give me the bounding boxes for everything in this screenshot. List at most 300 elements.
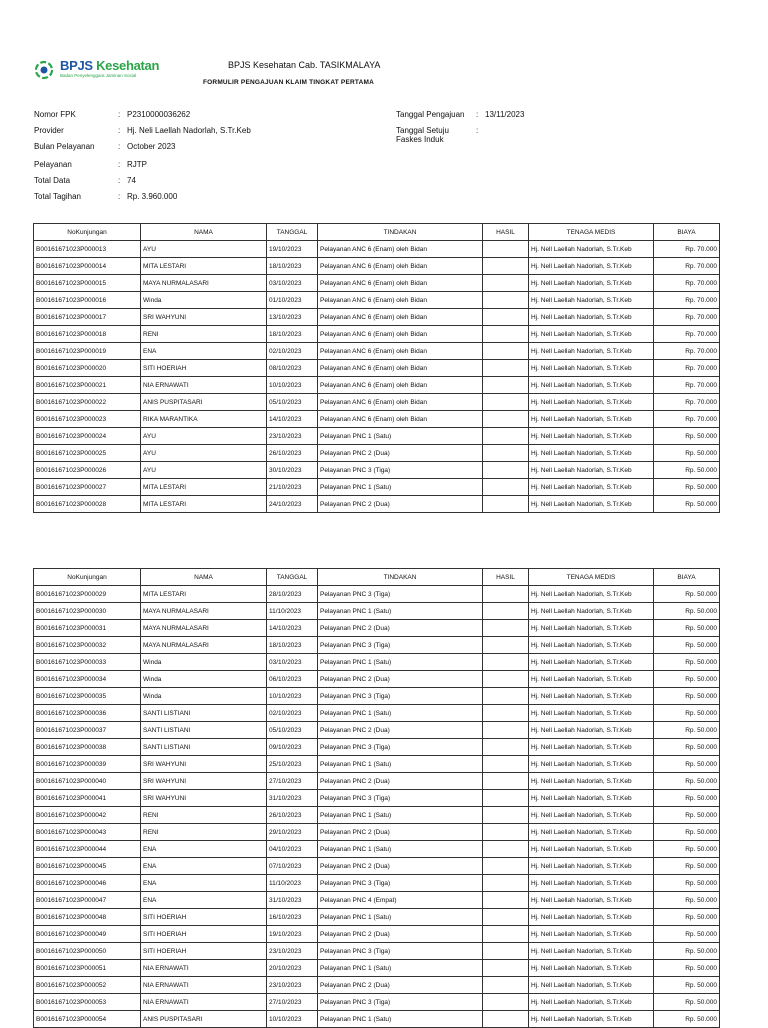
cell-tenaga-medis: Hj. Nell Laellah Nadorlah, S.Tr.Keb xyxy=(529,943,654,960)
cell-nama: MAYA NURMALASARI xyxy=(141,620,267,637)
cell-tindakan: Pelayanan PNC 1 (Satu) xyxy=(318,909,483,926)
cell-biaya: Rp. 50.000 xyxy=(654,960,720,977)
info-value: October 2023 xyxy=(127,142,176,151)
cell-hasil xyxy=(483,705,529,722)
cell-hasil xyxy=(483,875,529,892)
cell-nama: Winda xyxy=(141,671,267,688)
table-row xyxy=(34,841,720,858)
cell-tenaga-medis: Hj. Nell Laellah Nadorlah, S.Tr.Keb xyxy=(529,858,654,875)
info-separator: : xyxy=(476,110,479,119)
cell-tenaga-medis: Hj. Nell Laellah Nadorlah, S.Tr.Keb xyxy=(529,688,654,705)
cell-tenaga-medis: Hj. Nell Laellah Nadorlah, S.Tr.Keb xyxy=(529,722,654,739)
cell-tindakan: Pelayanan PNC 2 (Dua) xyxy=(318,858,483,875)
cell-tanggal: 25/10/2023 xyxy=(267,756,318,773)
cell-tanggal: 11/10/2023 xyxy=(267,875,318,892)
cell-biaya: Rp. 50.000 xyxy=(654,943,720,960)
cell-tindakan: Pelayanan PNC 1 (Satu) xyxy=(318,756,483,773)
claim-info-right xyxy=(396,110,726,160)
table-row xyxy=(34,807,720,824)
cell-nokunjungan: B00161671023P000014 xyxy=(34,258,141,275)
cell-biaya: Rp. 50.000 xyxy=(654,807,720,824)
cell-biaya: Rp. 50.000 xyxy=(654,586,720,603)
cell-tindakan: Pelayanan PNC 3 (Tiga) xyxy=(318,637,483,654)
cell-nokunjungan: B00161671023P000042 xyxy=(34,807,141,824)
cell-nokunjungan: B00161671023P000038 xyxy=(34,739,141,756)
cell-nokunjungan: B00161671023P000025 xyxy=(34,445,141,462)
table-row xyxy=(34,756,720,773)
cell-tanggal: 18/10/2023 xyxy=(267,326,318,343)
info-value: Rp. 3.960.000 xyxy=(127,192,178,201)
cell-biaya: Rp. 50.000 xyxy=(654,1011,720,1028)
cell-tindakan: Pelayanan PNC 3 (Tiga) xyxy=(318,943,483,960)
cell-nokunjungan: B00161671023P000053 xyxy=(34,994,141,1011)
cell-tanggal: 23/10/2023 xyxy=(267,943,318,960)
cell-nokunjungan: B00161671023P000015 xyxy=(34,275,141,292)
cell-tanggal: 10/10/2023 xyxy=(267,688,318,705)
cell-nama: ENA xyxy=(141,343,267,360)
cell-tenaga-medis: Hj. Nell Laellah Nadorlah, S.Tr.Keb xyxy=(529,620,654,637)
cell-tanggal: 16/10/2023 xyxy=(267,909,318,926)
cell-nama: AYU xyxy=(141,428,267,445)
cell-tindakan: Pelayanan PNC 1 (Satu) xyxy=(318,960,483,977)
cell-tenaga-medis: Hj. Nell Laellah Nadorlah, S.Tr.Keb xyxy=(529,586,654,603)
cell-tenaga-medis: Hj. Nell Laellah Nadorlah, S.Tr.Keb xyxy=(529,637,654,654)
cell-tenaga-medis: Hj. Nell Laellah Nadorlah, S.Tr.Keb xyxy=(529,841,654,858)
cell-nokunjungan: B00161671023P000054 xyxy=(34,1011,141,1028)
logo-wordmark xyxy=(60,58,159,73)
table-row xyxy=(34,586,720,603)
cell-nokunjungan: B00161671023P000043 xyxy=(34,824,141,841)
cell-biaya: Rp. 50.000 xyxy=(654,858,720,875)
cell-tenaga-medis: Hj. Nell Laellah Nadorlah, S.Tr.Keb xyxy=(529,807,654,824)
cell-tanggal: 18/10/2023 xyxy=(267,637,318,654)
cell-nama: ENA xyxy=(141,858,267,875)
cell-tanggal: 23/10/2023 xyxy=(267,977,318,994)
cell-hasil xyxy=(483,824,529,841)
cell-nokunjungan: B00161671023P000034 xyxy=(34,671,141,688)
cell-biaya: Rp. 50.000 xyxy=(654,705,720,722)
info-label: Pelayanan xyxy=(34,160,72,169)
cell-tanggal: 23/10/2023 xyxy=(267,428,318,445)
cell-tindakan: Pelayanan PNC 2 (Dua) xyxy=(318,671,483,688)
cell-tindakan: Pelayanan ANC 6 (Enam) oleh Bidan xyxy=(318,343,483,360)
col-hasil-header: HASIL xyxy=(483,569,529,586)
cell-nama: SRI WAHYUNI xyxy=(141,309,267,326)
table-header-row xyxy=(34,224,720,241)
cell-biaya: Rp. 70.000 xyxy=(654,343,720,360)
col-tindakan-header: TINDAKAN xyxy=(318,569,483,586)
cell-nama: NIA ERNAWATI xyxy=(141,994,267,1011)
cell-tanggal: 30/10/2023 xyxy=(267,462,318,479)
cell-nokunjungan: B00161671023P000046 xyxy=(34,875,141,892)
cell-nama: SANTI LISTIANI xyxy=(141,705,267,722)
cell-nokunjungan: B00161671023P000032 xyxy=(34,637,141,654)
cell-tanggal: 04/10/2023 xyxy=(267,841,318,858)
cell-nama: NIA ERNAWATI xyxy=(141,960,267,977)
info-separator: : xyxy=(118,110,121,119)
cell-biaya: Rp. 70.000 xyxy=(654,411,720,428)
cell-hasil xyxy=(483,258,529,275)
cell-nokunjungan: B00161671023P000017 xyxy=(34,309,141,326)
claims-table-2 xyxy=(33,568,720,1028)
cell-hasil xyxy=(483,445,529,462)
table-row xyxy=(34,790,720,807)
cell-nama: MITA LESTARI xyxy=(141,258,267,275)
cell-biaya: Rp. 70.000 xyxy=(654,326,720,343)
cell-nama: SRI WAHYUNI xyxy=(141,756,267,773)
cell-biaya: Rp. 70.000 xyxy=(654,309,720,326)
cell-biaya: Rp. 50.000 xyxy=(654,603,720,620)
cell-nokunjungan: B00161671023P000044 xyxy=(34,841,141,858)
cell-tindakan: Pelayanan PNC 1 (Satu) xyxy=(318,1011,483,1028)
cell-hasil xyxy=(483,977,529,994)
cell-tindakan: Pelayanan ANC 6 (Enam) oleh Bidan xyxy=(318,309,483,326)
cell-nokunjungan: B00161671023P000031 xyxy=(34,620,141,637)
col-biaya-header: BIAYA xyxy=(654,569,720,586)
table-row xyxy=(34,926,720,943)
cell-tanggal: 10/10/2023 xyxy=(267,377,318,394)
cell-biaya: Rp. 50.000 xyxy=(654,875,720,892)
cell-tindakan: Pelayanan PNC 1 (Satu) xyxy=(318,603,483,620)
cell-tenaga-medis: Hj. Nell Laellah Nadorlah, S.Tr.Keb xyxy=(529,875,654,892)
cell-nama: AYU xyxy=(141,462,267,479)
cell-tindakan: Pelayanan PNC 1 (Satu) xyxy=(318,479,483,496)
cell-nokunjungan: B00161671023P000016 xyxy=(34,292,141,309)
info-separator: : xyxy=(476,126,479,135)
table-row xyxy=(34,479,720,496)
cell-nokunjungan: B00161671023P000033 xyxy=(34,654,141,671)
cell-tanggal: 26/10/2023 xyxy=(267,807,318,824)
logo-brand-kesehatan: Kesehatan xyxy=(96,58,160,73)
cell-hasil xyxy=(483,479,529,496)
cell-tenaga-medis: Hj. Nell Laellah Nadorlah, S.Tr.Keb xyxy=(529,1011,654,1028)
cell-nokunjungan: B00161671023P000048 xyxy=(34,909,141,926)
cell-hasil xyxy=(483,603,529,620)
info-separator: : xyxy=(118,142,121,151)
cell-tenaga-medis: Hj. Nell Laellah Nadorlah, S.Tr.Keb xyxy=(529,343,654,360)
cell-nokunjungan: B00161671023P000047 xyxy=(34,892,141,909)
cell-tanggal: 05/10/2023 xyxy=(267,722,318,739)
cell-nokunjungan: B00161671023P000026 xyxy=(34,462,141,479)
cell-tindakan: Pelayanan ANC 6 (Enam) oleh Bidan xyxy=(318,258,483,275)
cell-nokunjungan: B00161671023P000035 xyxy=(34,688,141,705)
cell-tenaga-medis: Hj. Nell Laellah Nadorlah, S.Tr.Keb xyxy=(529,773,654,790)
cell-tindakan: Pelayanan PNC 2 (Dua) xyxy=(318,620,483,637)
table-row xyxy=(34,292,720,309)
cell-tanggal: 02/10/2023 xyxy=(267,705,318,722)
cell-biaya: Rp. 50.000 xyxy=(654,994,720,1011)
cell-tenaga-medis: Hj. Nell Laellah Nadorlah, S.Tr.Keb xyxy=(529,739,654,756)
cell-nokunjungan: B00161671023P000039 xyxy=(34,756,141,773)
cell-hasil xyxy=(483,586,529,603)
info-value: P2310000036262 xyxy=(127,110,191,119)
table-row xyxy=(34,858,720,875)
cell-nokunjungan: B00161671023P000028 xyxy=(34,496,141,513)
cell-biaya: Rp. 50.000 xyxy=(654,739,720,756)
logo-subtitle: Badan Penyelenggara Jaminan Sosial xyxy=(60,73,137,78)
cell-nama: SANTI LISTIANI xyxy=(141,739,267,756)
cell-nama: MITA LESTARI xyxy=(141,586,267,603)
table-row xyxy=(34,428,720,445)
cell-biaya: Rp. 50.000 xyxy=(654,790,720,807)
cell-tindakan: Pelayanan PNC 2 (Dua) xyxy=(318,977,483,994)
info-value: 74 xyxy=(127,176,136,185)
cell-nokunjungan: B00161671023P000052 xyxy=(34,977,141,994)
cell-nama: ANIS PUSPITASARI xyxy=(141,394,267,411)
cell-hasil xyxy=(483,360,529,377)
cell-biaya: Rp. 50.000 xyxy=(654,824,720,841)
bpjs-logo xyxy=(34,58,184,84)
cell-tanggal: 20/10/2023 xyxy=(267,960,318,977)
cell-hasil xyxy=(483,428,529,445)
cell-tenaga-medis: Hj. Nell Laellah Nadorlah, S.Tr.Keb xyxy=(529,377,654,394)
table-row xyxy=(34,462,720,479)
cell-tenaga-medis: Hj. Nell Laellah Nadorlah, S.Tr.Keb xyxy=(529,411,654,428)
cell-nokunjungan: B00161671023P000040 xyxy=(34,773,141,790)
col-tenaga-medis-header: TENAGA MEDIS xyxy=(529,569,654,586)
cell-tanggal: 10/10/2023 xyxy=(267,1011,318,1028)
table-row xyxy=(34,343,720,360)
cell-tenaga-medis: Hj. Nell Laellah Nadorlah, S.Tr.Keb xyxy=(529,756,654,773)
cell-nama: SANTI LISTIANI xyxy=(141,722,267,739)
cell-tenaga-medis: Hj. Nell Laellah Nadorlah, S.Tr.Keb xyxy=(529,926,654,943)
cell-biaya: Rp. 50.000 xyxy=(654,892,720,909)
cell-hasil xyxy=(483,841,529,858)
cell-nama: ANIS PUSPITASARI xyxy=(141,1011,267,1028)
cell-nama: SITI HOERIAH xyxy=(141,360,267,377)
cell-tindakan: Pelayanan ANC 6 (Enam) oleh Bidan xyxy=(318,275,483,292)
cell-biaya: Rp. 70.000 xyxy=(654,258,720,275)
cell-tenaga-medis: Hj. Nell Laellah Nadorlah, S.Tr.Keb xyxy=(529,977,654,994)
cell-hasil xyxy=(483,722,529,739)
cell-hasil xyxy=(483,807,529,824)
table-row xyxy=(34,773,720,790)
table-row xyxy=(34,1011,720,1028)
table-row xyxy=(34,875,720,892)
cell-nama: ENA xyxy=(141,841,267,858)
info-value: RJTP xyxy=(127,160,147,169)
table-row xyxy=(34,603,720,620)
info-label: Bulan Pelayanan xyxy=(34,142,95,151)
document-title: FORMULIR PENGAJUAN KLAIM TINGKAT PERTAMA xyxy=(203,79,374,86)
cell-hasil xyxy=(483,343,529,360)
info-label: Tanggal Pengajuan xyxy=(396,110,465,119)
table-row xyxy=(34,671,720,688)
info-separator: : xyxy=(118,126,121,135)
cell-tanggal: 07/10/2023 xyxy=(267,858,318,875)
info-label: Provider xyxy=(34,126,64,135)
cell-hasil xyxy=(483,496,529,513)
cell-nama: AYU xyxy=(141,241,267,258)
cell-tindakan: Pelayanan PNC 3 (Tiga) xyxy=(318,875,483,892)
cell-biaya: Rp. 70.000 xyxy=(654,275,720,292)
info-label: Tanggal Setuju Faskes Induk xyxy=(396,126,449,144)
cell-hasil xyxy=(483,309,529,326)
cell-nama: AYU xyxy=(141,445,267,462)
cell-tindakan: Pelayanan PNC 3 (Tiga) xyxy=(318,586,483,603)
cell-tindakan: Pelayanan PNC 1 (Satu) xyxy=(318,654,483,671)
table-row xyxy=(34,326,720,343)
col-nama-header: NAMA xyxy=(141,569,267,586)
cell-tanggal: 01/10/2023 xyxy=(267,292,318,309)
cell-tindakan: Pelayanan PNC 2 (Dua) xyxy=(318,824,483,841)
cell-biaya: Rp. 50.000 xyxy=(654,654,720,671)
cell-tenaga-medis: Hj. Nell Laellah Nadorlah, S.Tr.Keb xyxy=(529,309,654,326)
cell-nokunjungan: B00161671023P000018 xyxy=(34,326,141,343)
logo-brand-bpjs: BPJS xyxy=(60,58,93,73)
cell-hasil xyxy=(483,1011,529,1028)
claims-table-1 xyxy=(33,223,720,513)
cell-hasil xyxy=(483,275,529,292)
cell-tanggal: 05/10/2023 xyxy=(267,394,318,411)
cell-nama: MAYA NURMALASARI xyxy=(141,637,267,654)
cell-tanggal: 19/10/2023 xyxy=(267,241,318,258)
cell-biaya: Rp. 50.000 xyxy=(654,841,720,858)
cell-tindakan: Pelayanan PNC 1 (Satu) xyxy=(318,428,483,445)
info-label: Total Tagihan xyxy=(34,192,81,201)
table-row xyxy=(34,824,720,841)
cell-nokunjungan: B00161671023P000030 xyxy=(34,603,141,620)
cell-tanggal: 08/10/2023 xyxy=(267,360,318,377)
col-nokunjungan-header: NoKunjungan xyxy=(34,569,141,586)
cell-tenaga-medis: Hj. Nell Laellah Nadorlah, S.Tr.Keb xyxy=(529,445,654,462)
cell-nama: SITI HOERIAH xyxy=(141,909,267,926)
cell-tenaga-medis: Hj. Nell Laellah Nadorlah, S.Tr.Keb xyxy=(529,994,654,1011)
cell-biaya: Rp. 50.000 xyxy=(654,620,720,637)
cell-nokunjungan: B00161671023P000029 xyxy=(34,586,141,603)
cell-nama: RENI xyxy=(141,824,267,841)
cell-tanggal: 24/10/2023 xyxy=(267,496,318,513)
cell-tenaga-medis: Hj. Nell Laellah Nadorlah, S.Tr.Keb xyxy=(529,909,654,926)
cell-nokunjungan: B00161671023P000051 xyxy=(34,960,141,977)
cell-hasil xyxy=(483,462,529,479)
table-row xyxy=(34,360,720,377)
cell-tindakan: Pelayanan PNC 2 (Dua) xyxy=(318,445,483,462)
cell-tenaga-medis: Hj. Nell Laellah Nadorlah, S.Tr.Keb xyxy=(529,496,654,513)
cell-nokunjungan: B00161671023P000022 xyxy=(34,394,141,411)
cell-tindakan: Pelayanan ANC 6 (Enam) oleh Bidan xyxy=(318,411,483,428)
cell-nokunjungan: B00161671023P000049 xyxy=(34,926,141,943)
cell-tanggal: 06/10/2023 xyxy=(267,671,318,688)
cell-tindakan: Pelayanan PNC 3 (Tiga) xyxy=(318,994,483,1011)
cell-biaya: Rp. 50.000 xyxy=(654,722,720,739)
cell-tanggal: 27/10/2023 xyxy=(267,994,318,1011)
cell-tenaga-medis: Hj. Nell Laellah Nadorlah, S.Tr.Keb xyxy=(529,892,654,909)
cell-tenaga-medis: Hj. Nell Laellah Nadorlah, S.Tr.Keb xyxy=(529,258,654,275)
cell-nama: RENI xyxy=(141,326,267,343)
cell-nama: MAYA NURMALASARI xyxy=(141,603,267,620)
cell-tanggal: 03/10/2023 xyxy=(267,275,318,292)
table-row xyxy=(34,411,720,428)
cell-hasil xyxy=(483,688,529,705)
cell-nama: NIA ERNAWATI xyxy=(141,977,267,994)
col-hasil-header: HASIL xyxy=(483,224,529,241)
table-row xyxy=(34,637,720,654)
cell-tindakan: Pelayanan ANC 6 (Enam) oleh Bidan xyxy=(318,326,483,343)
cell-tindakan: Pelayanan PNC 1 (Satu) xyxy=(318,807,483,824)
claim-info-left xyxy=(34,110,364,210)
table-row xyxy=(34,960,720,977)
cell-tanggal: 14/10/2023 xyxy=(267,411,318,428)
cell-biaya: Rp. 70.000 xyxy=(654,241,720,258)
cell-tenaga-medis: Hj. Nell Laellah Nadorlah, S.Tr.Keb xyxy=(529,479,654,496)
cell-nokunjungan: B00161671023P000036 xyxy=(34,705,141,722)
cell-tenaga-medis: Hj. Nell Laellah Nadorlah, S.Tr.Keb xyxy=(529,790,654,807)
cell-hasil xyxy=(483,326,529,343)
cell-nokunjungan: B00161671023P000045 xyxy=(34,858,141,875)
cell-hasil xyxy=(483,739,529,756)
table-row xyxy=(34,943,720,960)
cell-biaya: Rp. 50.000 xyxy=(654,637,720,654)
cell-nokunjungan: B00161671023P000023 xyxy=(34,411,141,428)
cell-hasil xyxy=(483,926,529,943)
table-row xyxy=(34,445,720,462)
cell-tindakan: Pelayanan PNC 1 (Satu) xyxy=(318,705,483,722)
cell-tanggal: 14/10/2023 xyxy=(267,620,318,637)
info-label: Nomor FPK xyxy=(34,110,76,119)
cell-nokunjungan: B00161671023P000013 xyxy=(34,241,141,258)
table-row xyxy=(34,739,720,756)
cell-tanggal: 27/10/2023 xyxy=(267,773,318,790)
cell-nama: RENI xyxy=(141,807,267,824)
cell-nama: RIKA MARANTIKA xyxy=(141,411,267,428)
col-tanggal-header: TANGGAL xyxy=(267,569,318,586)
table-row xyxy=(34,688,720,705)
cell-tanggal: 29/10/2023 xyxy=(267,824,318,841)
cell-nokunjungan: B00161671023P000041 xyxy=(34,790,141,807)
cell-nama: ENA xyxy=(141,875,267,892)
col-tindakan-header: TINDAKAN xyxy=(318,224,483,241)
col-nama-header: NAMA xyxy=(141,224,267,241)
cell-hasil xyxy=(483,756,529,773)
cell-tenaga-medis: Hj. Nell Laellah Nadorlah, S.Tr.Keb xyxy=(529,394,654,411)
cell-hasil xyxy=(483,943,529,960)
cell-biaya: Rp. 50.000 xyxy=(654,926,720,943)
cell-tindakan: Pelayanan PNC 3 (Tiga) xyxy=(318,790,483,807)
cell-tenaga-medis: Hj. Nell Laellah Nadorlah, S.Tr.Keb xyxy=(529,603,654,620)
table-row xyxy=(34,309,720,326)
table-row xyxy=(34,241,720,258)
branch-name: BPJS Kesehatan Cab. TASIKMALAYA xyxy=(228,60,381,70)
cell-hasil xyxy=(483,960,529,977)
cell-hasil xyxy=(483,671,529,688)
cell-tenaga-medis: Hj. Nell Laellah Nadorlah, S.Tr.Keb xyxy=(529,241,654,258)
bpjs-emblem-icon xyxy=(34,60,54,80)
cell-tenaga-medis: Hj. Nell Laellah Nadorlah, S.Tr.Keb xyxy=(529,671,654,688)
cell-nama: MITA LESTARI xyxy=(141,496,267,513)
cell-nokunjungan: B00161671023P000020 xyxy=(34,360,141,377)
cell-hasil xyxy=(483,858,529,875)
cell-nokunjungan: B00161671023P000024 xyxy=(34,428,141,445)
cell-hasil xyxy=(483,620,529,637)
cell-tindakan: Pelayanan PNC 3 (Tiga) xyxy=(318,739,483,756)
cell-tanggal: 11/10/2023 xyxy=(267,603,318,620)
cell-biaya: Rp. 50.000 xyxy=(654,688,720,705)
cell-biaya: Rp. 70.000 xyxy=(654,292,720,309)
cell-tanggal: 13/10/2023 xyxy=(267,309,318,326)
cell-biaya: Rp. 50.000 xyxy=(654,479,720,496)
cell-nokunjungan: B00161671023P000050 xyxy=(34,943,141,960)
cell-tindakan: Pelayanan ANC 6 (Enam) oleh Bidan xyxy=(318,377,483,394)
cell-tindakan: Pelayanan PNC 2 (Dua) xyxy=(318,496,483,513)
cell-nama: SRI WAHYUNI xyxy=(141,773,267,790)
cell-biaya: Rp. 50.000 xyxy=(654,671,720,688)
cell-hasil xyxy=(483,241,529,258)
cell-nama: SITI HOERIAH xyxy=(141,943,267,960)
cell-biaya: Rp. 50.000 xyxy=(654,756,720,773)
col-nokunjungan-header: NoKunjungan xyxy=(34,224,141,241)
cell-nama: ENA xyxy=(141,892,267,909)
